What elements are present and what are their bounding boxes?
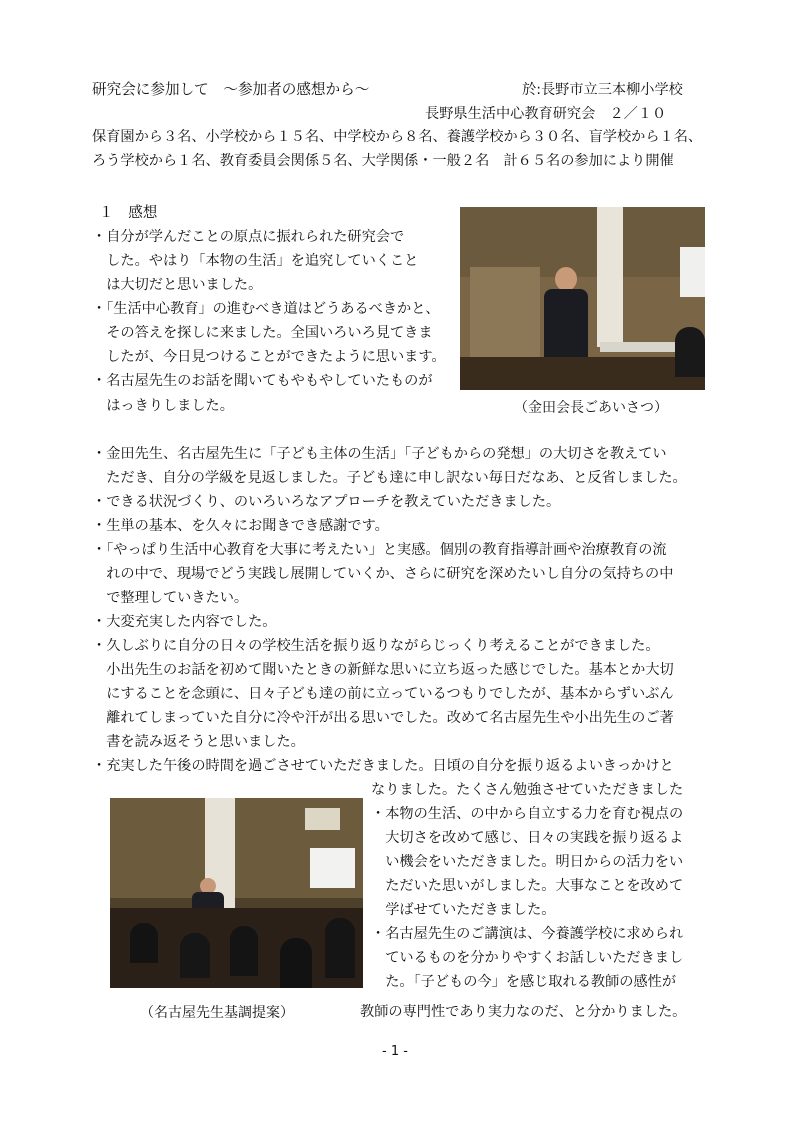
text-line: ただき、自分の学級を見返しました。子ども達に申し訳ない毎日だなあ、と反省しました。 <box>92 470 687 486</box>
text-line: れの中で、現場でどう実践し展開していくか、さらに研究を深めたいし自分の気持ちの中 <box>92 566 674 582</box>
text-line: は大切だと思いました。 <box>92 277 263 293</box>
text-line: ・「やっぱり生活中心教育を大事に考えたい」と実感。個別の教育指導計画や治療教育の流 <box>92 542 667 558</box>
text-line: した。やはり「本物の生活」を追究していくこと <box>92 253 419 269</box>
document-title: 研究会に参加して ～参加者の感想から～ <box>92 81 370 98</box>
text-line: 教師の専門性であり実力なのだ、と分かりました。 <box>360 1004 687 1020</box>
organization-date: 長野県生活中心教育研究会 ２／１０ <box>425 106 667 122</box>
text-line: ているものを分かりやすくお話しいただきまし <box>371 950 684 966</box>
photo-president-greeting <box>460 207 705 390</box>
text-line: ・できる状況づくり、のいろいろなアプローチを教えていただきました。 <box>92 494 561 510</box>
text-line: ・金田先生、名古屋先生に「子ども主体の生活」「子どもからの発想」の大切さを教えてい <box>92 446 667 462</box>
participants-line-2: ろう学校から１名、教育委員会関係５名、大学関係・一般２名 計６５名の参加により開催 <box>92 153 674 169</box>
text-line: ただいた思いがしました。大事なことを改めて <box>371 878 684 894</box>
text-line: ・久しぶりに自分の日々の学校生活を振り返りながらじっくり考えることができました。 <box>92 638 660 654</box>
text-line: ・本物の生活、の中から自立する力を育む視点の <box>371 806 684 822</box>
text-line: にすることを念頭に、日々子ども達の前に立っているつもりでしたが、基本からずいぶん <box>92 686 674 702</box>
text-line: 小出先生のお話を初めて聞いたときの新鮮な思いに立ち返った感じでした。基本とか大切 <box>92 662 674 678</box>
participants-line-1: 保育園から３名、小学校から１５名、中学校から８名、養護学校から３０名、盲学校から１名、 <box>92 129 703 145</box>
text-line: ・充実した午後の時間を過ごさせていただきました。日頃の自分を振り返るよいきっかけと <box>92 758 674 774</box>
text-line: ・名古屋先生のご講演は、今養護学校に求められ <box>371 926 684 942</box>
text-line: ・「生活中心教育」の進むべき道はどうあるべきかと、 <box>92 301 440 317</box>
photo-caption-greeting: （金田会長ごあいさつ） <box>514 400 668 416</box>
text-line: ・自分が学んだことの原点に振れられた研究会で <box>92 229 405 245</box>
text-line: 離れてしまっていた自分に冷や汗が出る思いでした。改めて名古屋先生や小出先生のご著 <box>92 710 674 726</box>
text-line: ・大変充実した内容でした。 <box>92 614 277 630</box>
venue-text: 於:長野市立三本柳小学校 <box>522 82 683 98</box>
section-heading: １ 感想 <box>99 204 158 221</box>
page-number: - 1 - <box>382 1044 408 1059</box>
text-line: その答えを探しに来ました。全国いろいろ見てきま <box>92 325 433 341</box>
text-line: なりました。たくさん勉強させていただきました <box>371 782 684 798</box>
text-line: ・生単の基本、を久々にお聞きでき感謝です。 <box>92 518 389 534</box>
text-line: したが、今日見つけることができたように思います。 <box>92 349 446 365</box>
text-line: ・名古屋先生のお話を聞いてもやもやしていたものが <box>92 373 433 389</box>
text-line: い機会をいただきました。明日からの活力をい <box>371 854 684 870</box>
text-line: はっきりしました。 <box>92 398 234 414</box>
text-line: た。「子どもの今」を感じ取れる教師の感性が <box>371 974 677 990</box>
text-line: 書を読み返そうと思いました。 <box>92 734 305 750</box>
photo-keynote-lecture <box>110 798 363 988</box>
photo-caption-keynote: （名古屋先生基調提案） <box>140 1005 294 1021</box>
text-line: で整理していきたい。 <box>92 590 249 606</box>
text-line: 大切さを改めて感じ、日々の実践を振り返るよ <box>371 830 684 846</box>
text-line: 学ばせていただきました。 <box>371 902 556 918</box>
